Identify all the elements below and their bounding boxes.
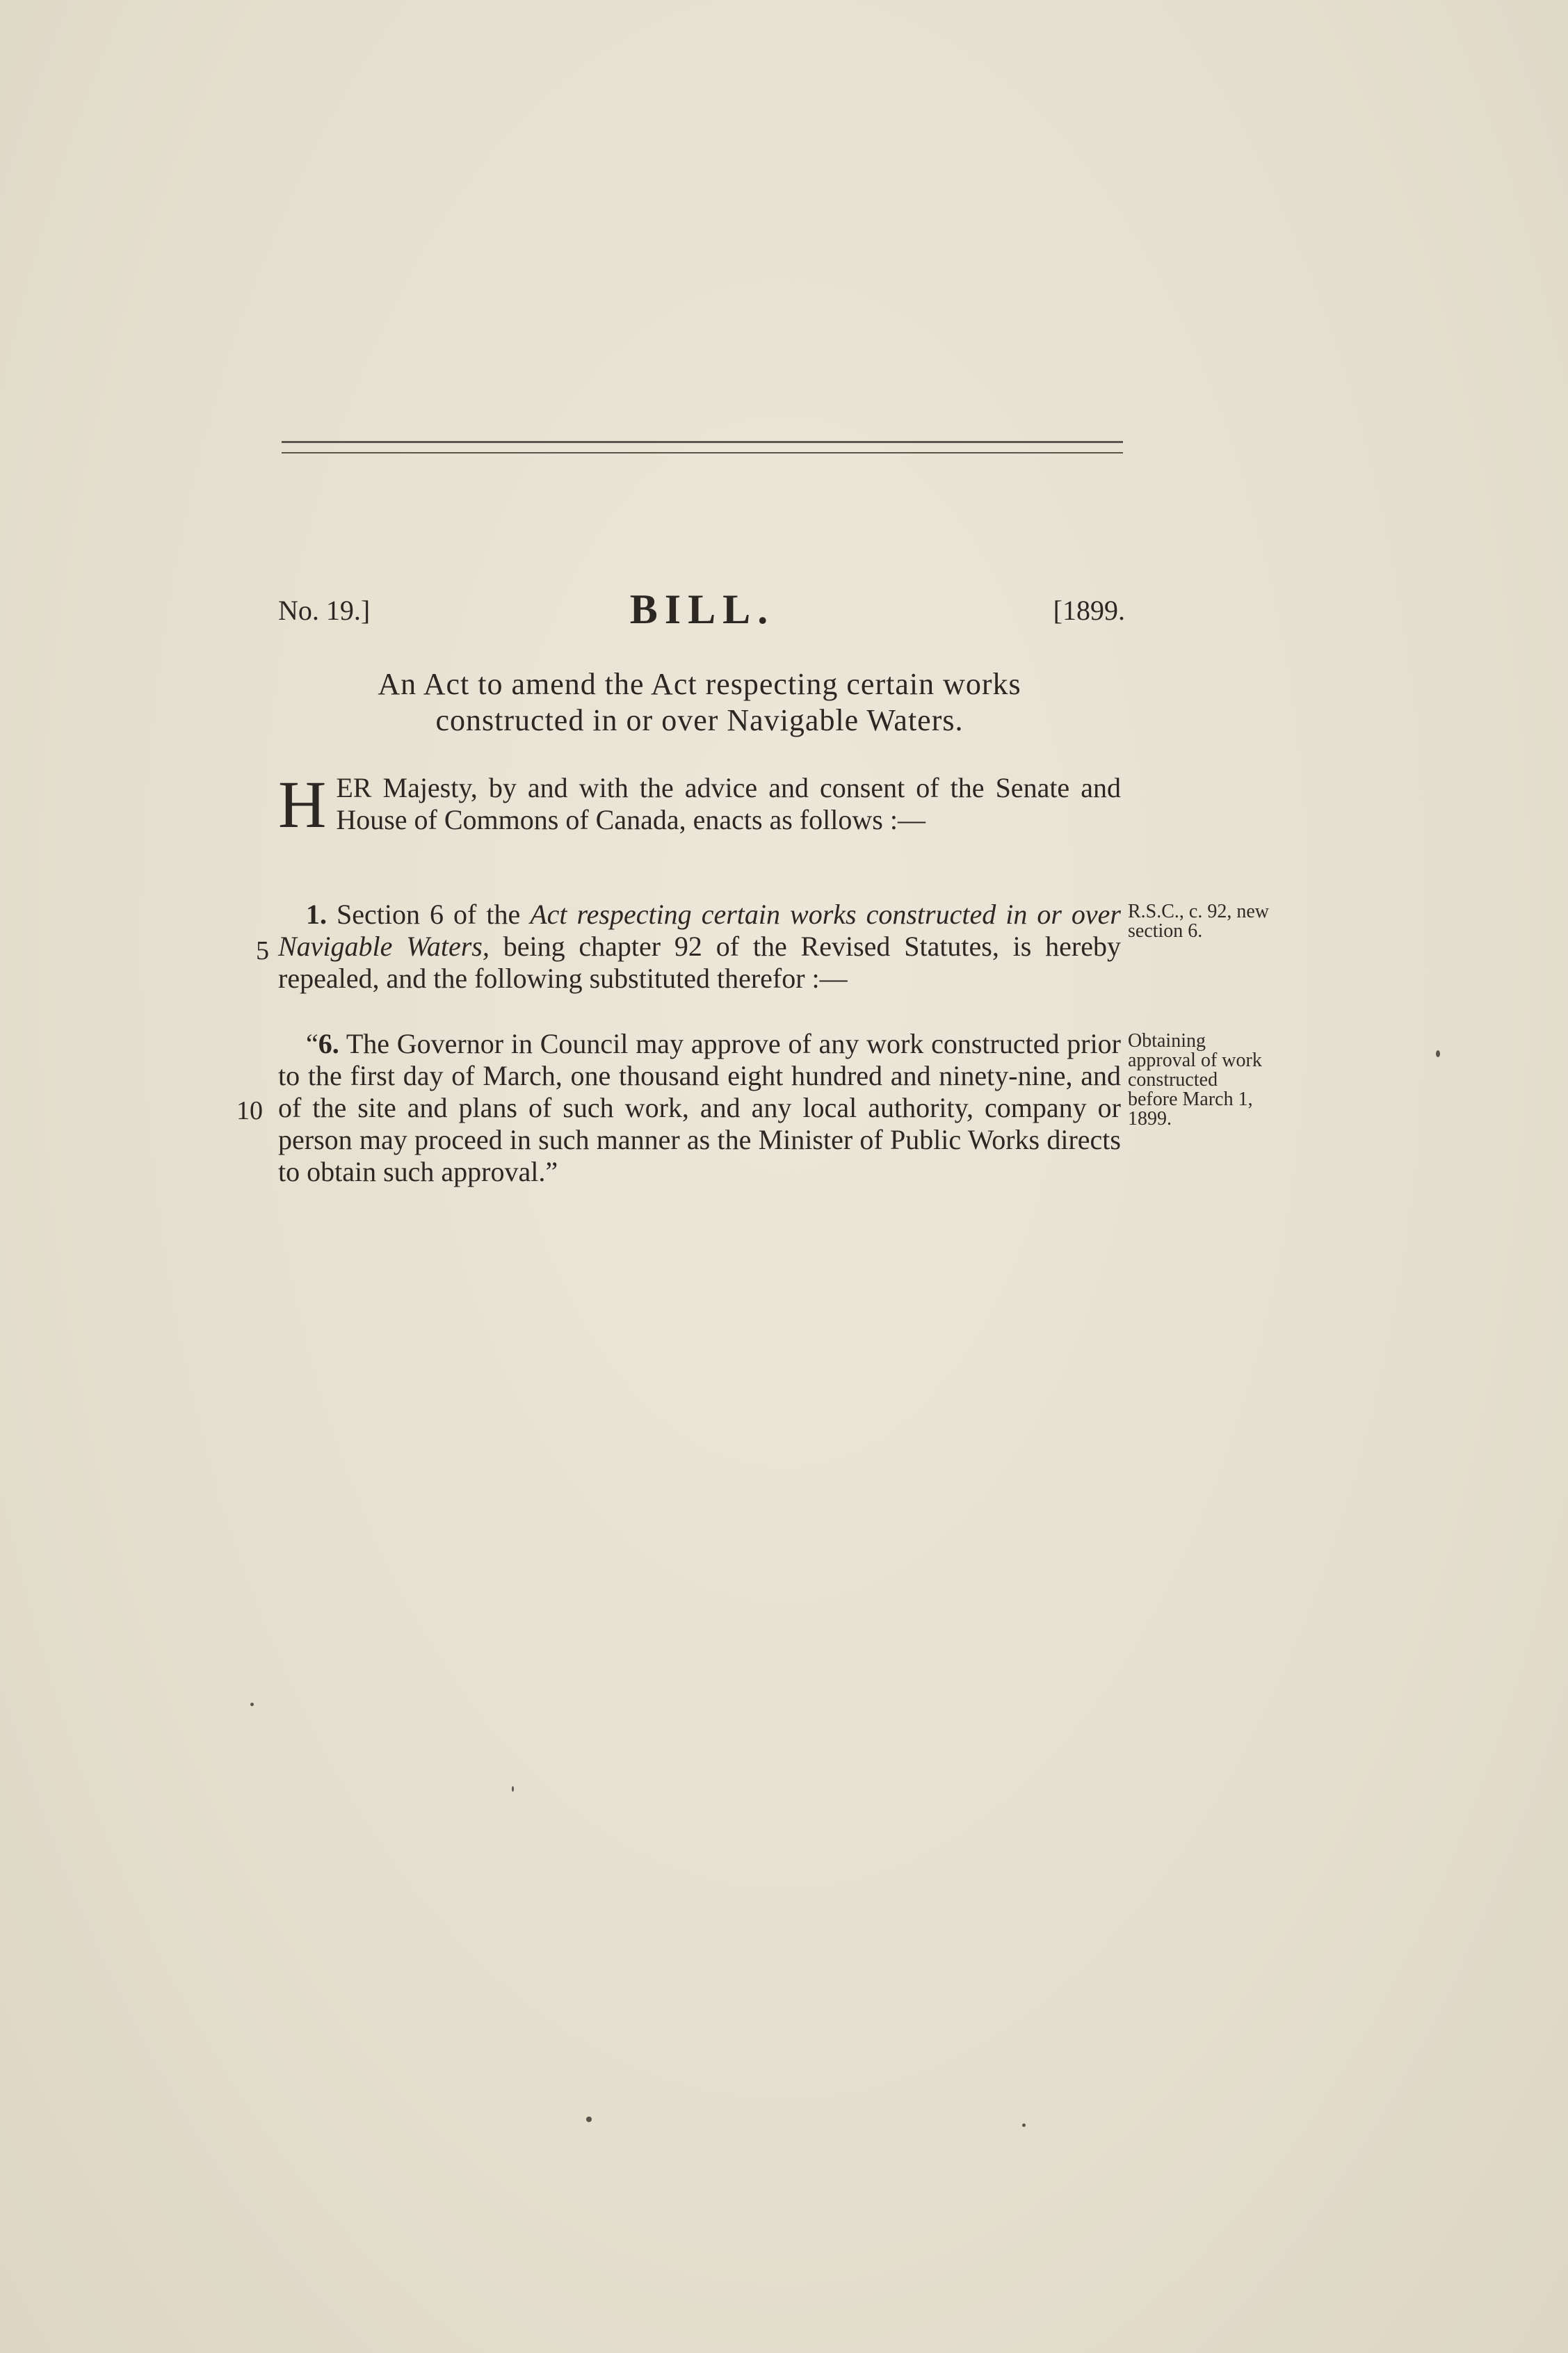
section-6-open-quote: “	[306, 1028, 318, 1059]
line-number-5: 5	[256, 936, 269, 965]
section-1-text-b: being chapter 92 of the Revised Statutes, is hereby repealed, and the following substituted therefor :—	[278, 931, 1122, 994]
paper-speck	[250, 1703, 254, 1706]
top-rule-secondary	[282, 452, 1123, 453]
line-number-10: 10	[236, 1096, 263, 1125]
section-1-text-a: Section 6 of the	[327, 899, 531, 930]
paper-speck	[1022, 2123, 1026, 2127]
section-1-number: 1.	[306, 899, 327, 930]
section-6-text: The Governor in Council may approve of any work constructed prior to the first day of March, one thousand eight hundred and ninety-nine, and of the site and plans of such work, and any local authority, company or person may proceed in such manner as the Minister of Public Works directs to obtain such approval.”	[278, 1028, 1121, 1187]
section-6-number: 6.	[318, 1028, 339, 1059]
section-1-act-name: Act respecting certain works constructed in or over Navigable Waters,	[278, 899, 1121, 962]
act-title-line-1: An Act to amend the Act respecting certain works	[378, 667, 1021, 701]
paper-speck	[586, 2117, 592, 2122]
enacting-clause	[278, 767, 1121, 842]
enacting-text: ER Majesty, by and with the advice and consent of the Senate and House of Commons of Canada, enacts as follows :—	[336, 772, 1121, 835]
bill-title: BILL.	[629, 586, 775, 632]
margin-note-rsc: R.S.C., c. 92, new section 6.	[1128, 901, 1269, 942]
act-title	[278, 666, 1121, 739]
margin-note-approval: Obtaining approval of work constructed before March 1, 1899.	[1128, 1030, 1262, 1130]
paper-speck	[512, 1786, 514, 1792]
bill-year: [1899.	[1053, 595, 1125, 626]
bill-number: No. 19.]	[278, 595, 371, 626]
drop-cap: H	[278, 767, 327, 842]
act-title-line-2: constructed in or over Navigable Waters.	[435, 703, 964, 737]
section-6-quoted	[278, 1028, 1121, 1188]
top-rule	[282, 441, 1123, 443]
section-1	[278, 899, 1121, 995]
bill-header	[278, 586, 1125, 639]
paper-speck	[1436, 1050, 1440, 1057]
